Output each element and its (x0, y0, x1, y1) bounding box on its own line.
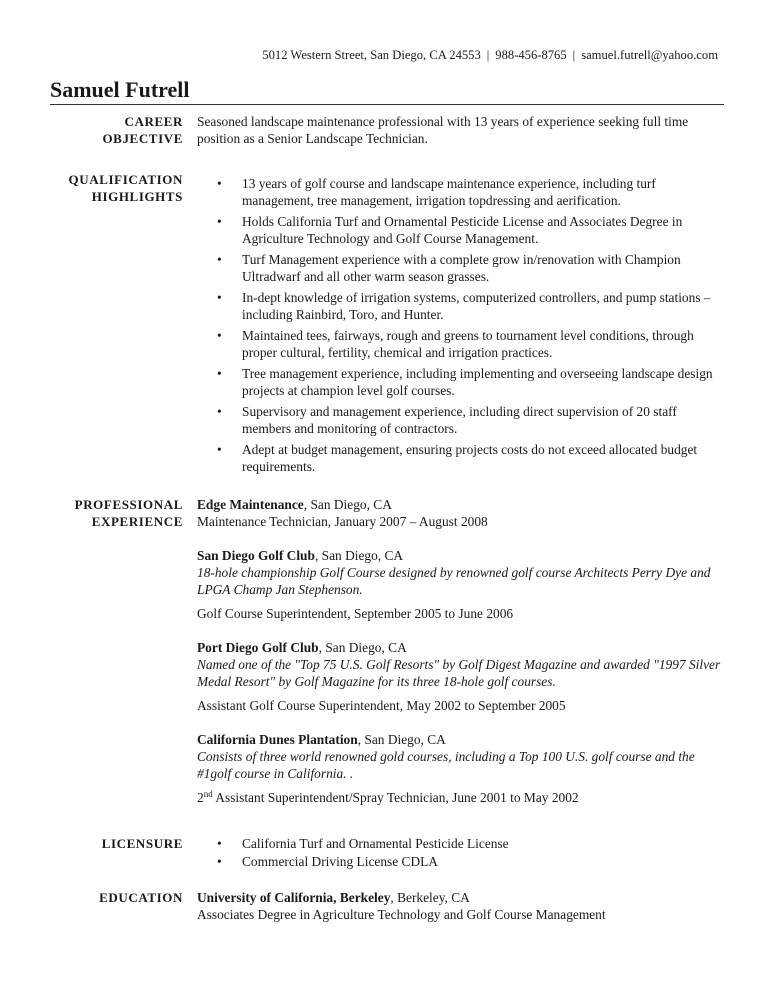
job-title: Assistant Superintendent/Spray Technician, June 2001 to May 2002 (212, 790, 579, 805)
job-employer-line (197, 639, 724, 656)
list-item: • Commercial Driving License CDLA (242, 853, 724, 870)
list-item: • Maintained tees, fairways, rough and greens to tournament level conditions, through proper cultural, fertility, chemical and irrigation practices. (242, 327, 724, 361)
job-entry (197, 547, 724, 622)
job-entry (197, 731, 724, 806)
degree: Associates Degree in Agriculture Technology and Golf Course Management (197, 907, 606, 922)
contact-line (262, 47, 718, 64)
qualification-list-container (197, 175, 724, 479)
contact-separator: | (572, 48, 576, 62)
candidate-name: Samuel Futrell (50, 77, 190, 102)
list-item: • Tree management experience, including implementing and overseeing landscape design projects at champion level golf courses. (242, 365, 724, 399)
job-entry (197, 496, 724, 530)
employer-location: , San Diego, CA (318, 640, 407, 655)
job-title-line (197, 789, 724, 806)
list-item: • Adept at budget management, ensuring projects costs do not exceed allocated budget requirements. (242, 441, 724, 475)
employer-description: Consists of three world renowned gold courses, including a Top 100 U.S. golf course and the #1golf course in California. . (197, 749, 695, 781)
contact-separator: | (486, 48, 490, 62)
employer-name: San Diego Golf Club (197, 548, 315, 563)
employer-description: 18-hole championship Golf Course designed by renowned golf course Architects Perry Dye and LPGA Champ Jan Stephenson. (197, 565, 711, 597)
list-item: • 13 years of golf course and landscape maintenance experience, including turf management, tree management, irrigation topdressing and aerification. (242, 175, 724, 209)
job-employer-line (197, 496, 724, 513)
employer-location: , San Diego, CA (314, 548, 404, 563)
list-item: • Turf Management experience with a complete grow in/renovation with Champion Ultradwarf and all other warm season grasses. (242, 251, 724, 285)
employer-name: California Dunes Plantation (197, 732, 358, 747)
school-name: University of California, Berkeley (197, 890, 391, 905)
job-title: Assistant Golf Course Superintendent, May 2002 to September 2005 (197, 698, 566, 713)
employer-location: , San Diego, CA (303, 497, 392, 512)
contact-phone: 988-456-8765 (495, 48, 567, 62)
objective-text: Seasoned landscape maintenance professional with 13 years of experience seeking full time position as a Senior Landscape Technician. (197, 114, 689, 146)
job-employer-line (197, 731, 724, 748)
section-label: EDUCATION (99, 890, 183, 905)
list-item: • Supervisory and management experience, including direct supervision of 20 staff members and monitoring of contractors. (242, 403, 724, 437)
licensure-list-container (197, 835, 724, 874)
list-item: • In-dept knowledge of irrigation systems, computerized controllers, and pump stations – including Rainbird, Toro, and Hunter. (242, 289, 724, 323)
section-label: CAREER OBJECTIVE (102, 114, 183, 146)
employer-description: Named one of the "Top 75 U.S. Golf Resorts" by Golf Digest Magazine and awarded "1997 Silver Medal Resort" by Golf Magazine for its three 18-hole golf courses. (197, 657, 721, 689)
list-item: • California Turf and Ornamental Pesticide License (242, 835, 724, 852)
job-title-ordinal: 2 (197, 790, 204, 805)
contact-email: samuel.futrell@yahoo.com (581, 48, 718, 62)
contact-address: 5012 Western Street, San Diego, CA 24553 (262, 48, 481, 62)
employer-name: Edge Maintenance (197, 497, 304, 512)
job-title-ordinal-suffix: nd (203, 789, 213, 799)
licensure-list (197, 835, 724, 870)
job-title: Golf Course Superintendent, September 2005 to June 2006 (197, 606, 514, 621)
experience-list (197, 496, 724, 806)
education-entry (197, 889, 724, 923)
qualification-list (197, 175, 724, 475)
job-employer-line (197, 547, 724, 564)
section-label: LICENSURE (101, 836, 183, 851)
employer-location: , San Diego, CA (357, 732, 446, 747)
header-divider (50, 104, 724, 105)
list-item: • Holds California Turf and Ornamental Pesticide License and Associates Degree in Agriculture Technology and Golf Course Management. (242, 213, 724, 247)
job-title: Maintenance Technician, January 2007 – August 2008 (197, 514, 488, 529)
school-location: , Berkeley, CA (390, 890, 470, 905)
section-label: PROFESSIONAL EXPERIENCE (74, 497, 183, 529)
school-line (197, 889, 724, 906)
section-label: QUALIFICATION HIGHLIGHTS (68, 172, 183, 204)
job-entry (197, 639, 724, 714)
employer-name: Port Diego Golf Club (197, 640, 319, 655)
